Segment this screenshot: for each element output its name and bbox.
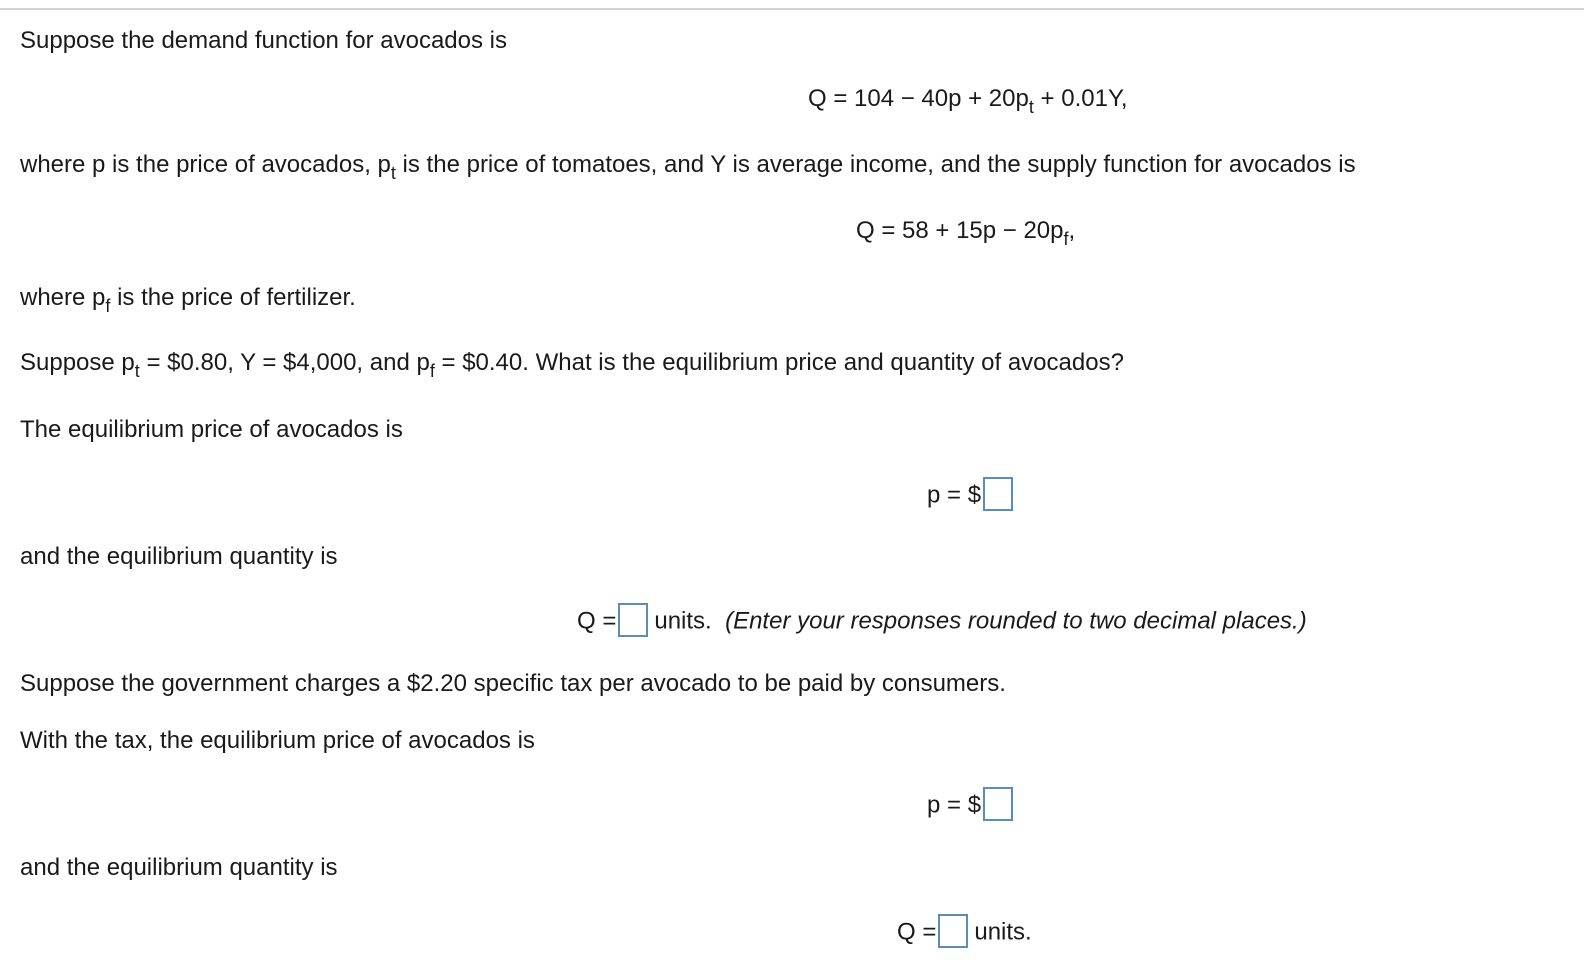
demand-equation: $Q = 104 - 40p + 20p_t + 0.01Y$, xyxy=(808,85,1128,117)
quantity-prompt: and the equilibrium quantity is xyxy=(20,543,338,570)
price-label: p = $ xyxy=(927,481,982,509)
given-values: Suppose $p_t$ = $0.80, Y = $4,000, and $p_f$ = $0.40. What is the equilibrium price and quantity of avocados? xyxy=(20,349,1124,381)
rounding-note: (Enter your responses rounded to two decimal places.) xyxy=(725,607,1307,635)
tax-units-label: units. xyxy=(974,918,1032,946)
intro-text: Suppose the demand function for avocados is xyxy=(20,27,507,54)
tax-quantity-label: Q = xyxy=(897,918,937,946)
quantity-answer-input[interactable] xyxy=(618,603,648,637)
price-answer-row xyxy=(927,479,1019,513)
tax-price-label: p = $ xyxy=(927,791,982,819)
tax-price-answer-row xyxy=(927,789,1019,823)
supply-equation: $Q = 58 + 15p - 20p_f$, xyxy=(856,217,1076,249)
tax-price-answer-input[interactable] xyxy=(983,787,1013,821)
tax-quantity-answer-input[interactable] xyxy=(938,914,968,948)
quantity-label: Q = xyxy=(577,607,617,635)
price-answer-input[interactable] xyxy=(983,477,1013,511)
quantity-answer-row xyxy=(577,605,1307,639)
demand-explanation: where p is the price of avocados, $p_t$ is the price of tomatoes, and Y is average income, and the supply function for avocados is xyxy=(20,151,1356,183)
units-label: units. xyxy=(654,607,712,635)
price-prompt: The equilibrium price of avocados is xyxy=(20,416,403,443)
tax-price-prompt: With the tax, the equilibrium price of avocados is xyxy=(20,727,535,754)
supply-explanation: where $p_f$ is the price of fertilizer. xyxy=(20,284,356,316)
tax-quantity-prompt: and the equilibrium quantity is xyxy=(20,854,338,881)
tax-statement: Suppose the government charges a $2.20 specific tax per avocado to be paid by consumers. xyxy=(20,670,1006,697)
tax-quantity-answer-row xyxy=(897,916,1032,950)
top-divider xyxy=(0,8,1584,10)
